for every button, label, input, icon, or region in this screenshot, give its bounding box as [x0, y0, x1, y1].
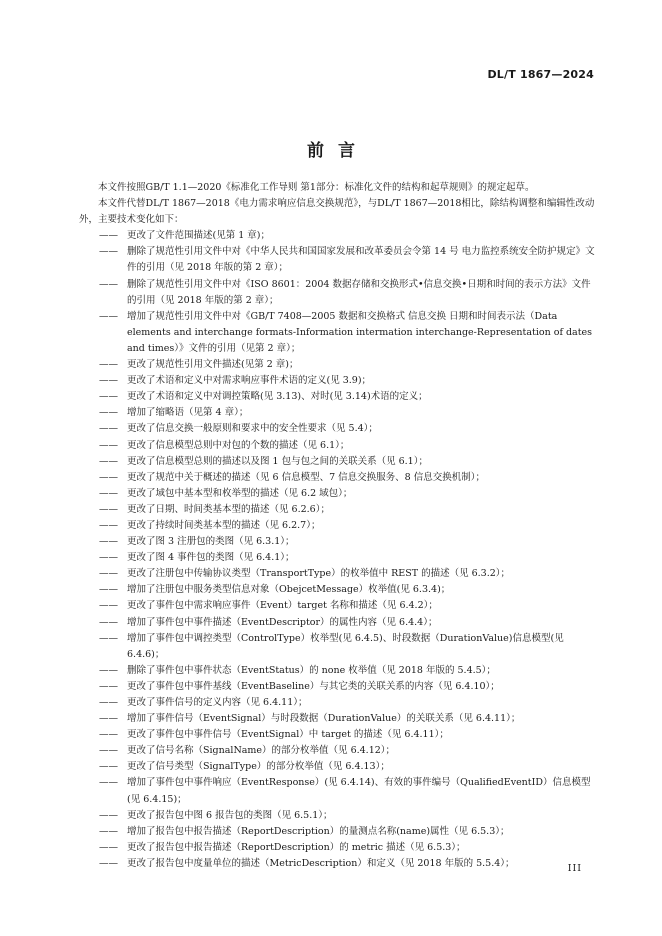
change-item — [79, 454, 599, 470]
change-text: 更改了信息交换一般原则和要求中的安全性要求（见 5.4）； — [127, 423, 378, 435]
change-text: 更改了术语和定义中对需求响应事件术语的定义(见 3.9)； — [127, 375, 372, 387]
change-text: 更改了信息模型总则的描述以及图 1 包与包之间的关联关系（见 6.1）； — [127, 455, 428, 467]
list-dash: —— — [99, 407, 118, 419]
change-text: 更改了图 4 事件包的类图（见 6.4.1）； — [127, 552, 295, 564]
list-dash: —— — [99, 503, 118, 515]
change-text: 更改了规范性引用文件描述(见第 2 章)； — [127, 359, 299, 371]
change-item — [79, 598, 599, 614]
list-dash: —— — [99, 825, 118, 837]
change-text: 增加了注册包中服务类型信息对象（ObejcetMessage）枚举值(见 6.3.4)； — [127, 584, 451, 596]
foreword-body — [79, 180, 599, 872]
change-text: 更改了文件范围描述(见第 1 章)； — [127, 230, 270, 242]
change-text: 更改了报告包中图 6 报告包的类图（见 6.5.1）； — [127, 809, 333, 821]
change-text: 删除了规范性引用文件中对《中华人民共和国国家发展和改革委员会令第 14 号 电力监控系统安全防护规定》文件的引用（见 2018 年版的第 2 章）； — [127, 246, 595, 274]
change-item — [79, 228, 599, 244]
list-dash: —— — [99, 616, 118, 628]
change-text: 删除了规范性引用文件中对《ISO 8601：2004 数据存储和交换形式•信息交换•日期和时间的表示方法》文件的引用（见 2018 年版的第 2 章）； — [127, 278, 591, 306]
list-dash: —— — [99, 697, 118, 708]
change-item — [79, 438, 599, 454]
change-text: 更改了报告包中报告描述（ReportDescription）的 metric 描述（见 6.5.3）； — [127, 841, 466, 853]
standard-code: DL/T 1867—2024 — [487, 68, 594, 81]
change-text: 增加了缩略语（见第 4 章）； — [127, 407, 249, 419]
list-dash: —— — [99, 310, 118, 322]
list-dash: —— — [99, 777, 118, 789]
list-dash: —— — [99, 713, 118, 725]
change-text: 更改了注册包中传输协议类型（TransportType）的枚举值中 REST 的描述（见 6.3.2）； — [127, 568, 511, 580]
change-item — [79, 309, 599, 357]
change-item — [79, 615, 599, 631]
list-dash: —— — [99, 857, 118, 869]
change-item — [79, 663, 599, 679]
change-text: 更改了信号类型（SignalType）的部分枚举值（见 6.4.13）； — [127, 761, 390, 773]
change-text: 更改了持续时间类基本型的描述（见 6.2.7）； — [127, 519, 321, 531]
change-text: 更改了术语和定义中对调控策略(见 3.13)、对时(见 3.14)术语的定义； — [127, 391, 428, 403]
change-list — [79, 228, 599, 872]
change-text: 删除了事件包中事件状态（EventStatus）的 none 枚举值（见 2018 年版的 5.4.5）； — [127, 664, 496, 676]
intro-paragraph: 本文件按照GB/T 1.1—2020《标准化工作导则 第1部分：标准化文件的结构和起草规则》的规定起草。 — [98, 182, 535, 193]
list-dash: —— — [99, 841, 118, 853]
list-dash: —— — [99, 519, 118, 531]
change-item — [79, 534, 599, 550]
list-dash: —— — [99, 423, 118, 435]
change-text: 更改了图 3 注册包的类图（见 6.3.1）； — [127, 536, 295, 548]
change-text: 增加了事件包中事件描述（EventDescriptor）的属性内容（见 6.4.4）； — [127, 616, 438, 628]
list-dash: —— — [99, 455, 118, 467]
change-item — [79, 582, 599, 598]
page-title: 前言 — [307, 141, 369, 161]
list-dash: —— — [99, 246, 118, 258]
change-item — [79, 808, 599, 824]
change-item — [79, 550, 599, 566]
change-item — [79, 824, 599, 840]
change-item — [79, 277, 599, 309]
list-dash: —— — [99, 761, 118, 773]
change-text: 更改了事件信号的定义内容（见 6.4.11）； — [127, 697, 308, 708]
change-text: 增加了事件信号（EventSignal）与时段数据（DurationValue）的关联关系（见 6.4.11）； — [127, 713, 521, 725]
page-number: III — [567, 863, 582, 874]
change-item — [79, 566, 599, 582]
list-dash: —— — [99, 391, 118, 403]
change-item — [79, 373, 599, 389]
change-text: 更改了事件包中事件基线（EventBaseline）与其它类的关联关系的内容（见 6.4.10）； — [127, 680, 500, 692]
change-item — [79, 470, 599, 486]
change-text: 更改了事件包中需求响应事件（Event）target 名称和描述（见 6.4.2）； — [127, 600, 438, 612]
list-dash: —— — [99, 487, 118, 499]
intro-paragraph: 本文件代替DL/T 1867—2018《电力需求响应信息交换规范》，与DL/T 1867—2018相比，除结构调整和编辑性改动外，主要技术变化如下： — [79, 198, 595, 226]
change-item — [79, 695, 599, 711]
change-text: 增加了报告包中报告描述（ReportDescription）的量测点名称(name)属性（见 6.5.3）； — [127, 825, 510, 837]
change-item — [79, 743, 599, 759]
change-text: 更改了报告包中度量单位的描述（MetricDescription）和定义（见 2018 年版的 5.5.4）； — [127, 857, 515, 869]
list-dash: —— — [99, 375, 118, 387]
list-dash: —— — [99, 584, 118, 596]
list-dash: —— — [99, 600, 118, 612]
change-item — [79, 486, 599, 502]
change-text: 更改了信号名称（SignalName）的部分枚举值（见 6.4.12）； — [127, 745, 396, 757]
change-item — [79, 759, 599, 775]
change-item — [79, 357, 599, 373]
change-text: 增加了事件包中事件响应（EventResponse）(见 6.4.14)、有效的事件编号（QualifiedEventID）信息模型(见 6.4.15)； — [127, 777, 591, 805]
list-dash: —— — [99, 729, 118, 741]
change-item — [79, 840, 599, 856]
change-text: 增加了事件包中调控类型（ControlType）枚举型(见 6.4.5)、时段数据（DurationValue)信息模型(见 6.4.6)； — [127, 632, 564, 660]
list-dash: —— — [99, 632, 118, 644]
change-item — [79, 631, 599, 663]
change-item — [79, 421, 599, 437]
change-item — [79, 727, 599, 743]
change-text: 更改了规范中关于概述的描述（见 6 信息模型、7 信息交换服务、8 信息交换机制）； — [127, 471, 485, 483]
change-item — [79, 518, 599, 534]
change-item — [79, 679, 599, 695]
list-dash: —— — [99, 439, 118, 451]
change-item — [79, 405, 599, 421]
list-dash: —— — [99, 568, 118, 580]
change-text: 更改了事件包中事件信号（EventSignal）中 target 的描述（见 6.4.11）； — [127, 729, 449, 741]
change-item — [79, 775, 599, 807]
change-item — [79, 502, 599, 518]
list-dash: —— — [99, 536, 118, 548]
list-dash: —— — [99, 809, 118, 821]
change-item — [79, 856, 599, 872]
list-dash: —— — [99, 552, 118, 564]
change-item — [79, 711, 599, 727]
change-text: 更改了信息模型总则中对包的个数的描述（见 6.1）； — [127, 439, 350, 451]
change-text: 更改了日期、时间类基本型的描述（见 6.2.6）； — [127, 503, 330, 515]
list-dash: —— — [99, 230, 118, 242]
list-dash: —— — [99, 359, 118, 371]
change-text: 增加了规范性引用文件中对《GB/T 7408—2005 数据和交换格式 信息交换 日期和时间表示法（Data elements and interchange formats-Information intermation interchange-Representation of dates and times）》文件的引用（见第 2 章）； — [127, 310, 593, 354]
change-item — [79, 244, 599, 276]
list-dash: —— — [99, 745, 118, 757]
list-dash: —— — [99, 664, 118, 676]
list-dash: —— — [99, 278, 118, 290]
change-item — [79, 389, 599, 405]
list-dash: —— — [99, 471, 118, 483]
list-dash: —— — [99, 680, 118, 692]
change-text: 更改了域包中基本型和枚举型的描述（见 6.2 域包）； — [127, 487, 353, 499]
